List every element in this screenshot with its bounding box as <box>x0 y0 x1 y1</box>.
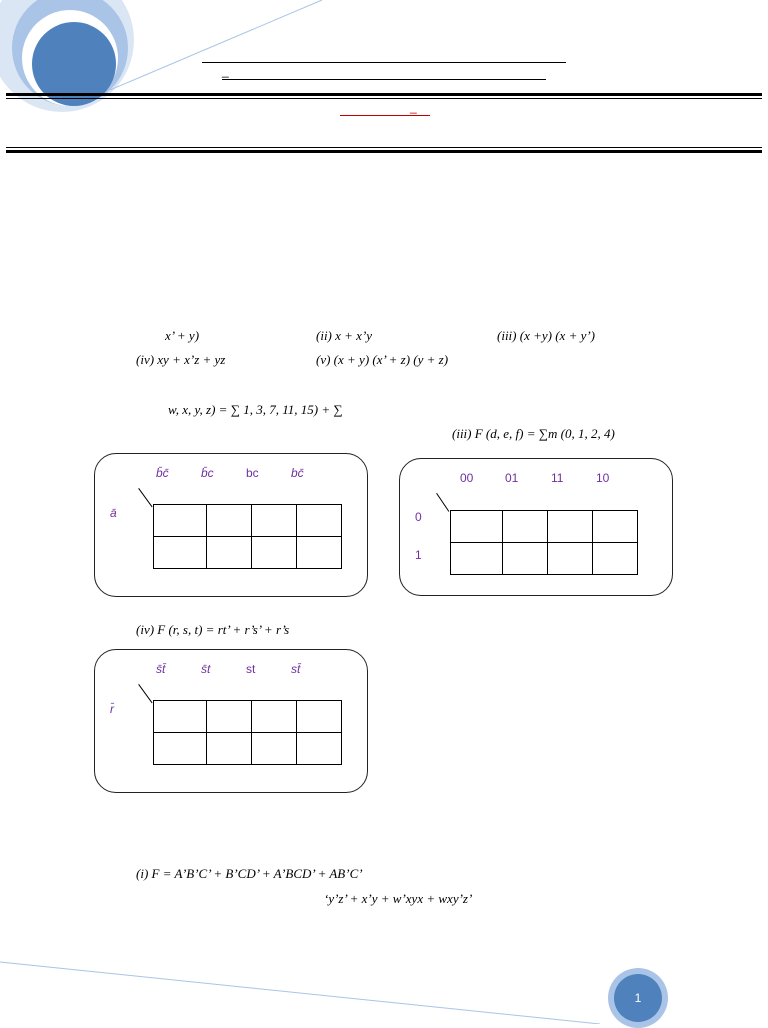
expression-abcd: (i) F = A’B’C’ + B’CD’ + A’BCD’ + AB’C’ <box>136 866 363 881</box>
kmap-cell <box>154 701 207 733</box>
header-thick-rule-1 <box>6 93 762 96</box>
kmap-cell <box>297 701 342 733</box>
kmap-cell <box>207 537 252 569</box>
kmap-cell <box>503 511 548 543</box>
kmap-cell <box>593 511 638 543</box>
expression-ii: (ii) x + x’y <box>316 328 373 343</box>
kmap-3-col-4: st̄ <box>291 662 301 676</box>
kmap-cell <box>548 511 593 543</box>
page-number-badge <box>608 968 668 1028</box>
kmap-cell <box>154 733 207 765</box>
header-thick-rule-2 <box>6 147 762 148</box>
kmap-2-row-0: 0 <box>415 510 422 524</box>
kmap-3-col-2: s̄t <box>201 662 211 676</box>
header-underline-2 <box>222 79 546 80</box>
expression-wxyz-2: ‘y’z’ + x’y + w’xyx + wxy’z’ <box>324 891 473 906</box>
kmap-3-col-3: st <box>246 662 256 676</box>
kmap-cell <box>207 505 252 537</box>
expression-iii: (iii) (x +y) (x + y’) <box>497 328 596 343</box>
kmap-cell <box>252 505 297 537</box>
kmap-2-col-2: 01 <box>505 471 519 485</box>
expression-i: x’ + y) <box>165 328 200 343</box>
kmap-cell <box>207 701 252 733</box>
kmap-cell <box>451 511 503 543</box>
kmap-cell <box>154 537 207 569</box>
kmap-cell <box>252 537 297 569</box>
kmap-cell <box>297 733 342 765</box>
kmap-1-col-4: bc̄ <box>291 466 304 480</box>
kmap-cell <box>252 733 297 765</box>
red-underline <box>340 115 430 116</box>
deco-diagonal-line <box>110 0 322 90</box>
expression-def: (iii) F (d, e, f) = ∑m (0, 1, 2, 4) <box>452 426 615 441</box>
expression-v: (v) (x + y) (x’ + z) (y + z) <box>316 352 449 367</box>
footer-diagonal-line <box>0 962 600 1024</box>
kmap-2-row-1: 1 <box>415 548 422 562</box>
kmap-1-grid <box>153 504 342 569</box>
kmap-2-col-3: 11 <box>551 471 564 485</box>
kmap-2-col-4: 10 <box>596 471 610 485</box>
kmap-cell <box>548 543 593 575</box>
kmap-cell <box>593 543 638 575</box>
kmap-1-row-label: ā <box>110 506 117 520</box>
kmap-3-grid <box>153 700 342 765</box>
header-underline-1 <box>202 62 566 63</box>
header-dash-1: _ <box>222 64 229 78</box>
kmap-2-grid <box>450 510 638 575</box>
header-thin-rule-2 <box>6 150 762 153</box>
kmap-1-col-3: bc <box>246 466 259 480</box>
kmap-cell <box>297 537 342 569</box>
page-number: 1 <box>614 974 662 1022</box>
kmap-cell <box>154 505 207 537</box>
kmap-2-col-1: 00 <box>460 471 474 485</box>
expression-wxyz: w, x, y, z) = ∑ 1, 3, 7, 11, 15) + ∑ <box>168 402 343 417</box>
kmap-3-row-label: r̄ <box>110 702 114 716</box>
kmap-cell <box>297 505 342 537</box>
expression-iv: (iv) xy + x’z + yz <box>136 352 226 367</box>
kmap-cell <box>503 543 548 575</box>
kmap-1-col-1: b̄c̄ <box>156 466 169 480</box>
expression-rst: (iv) F (r, s, t) = rt’ + r’s’ + r’s <box>136 622 290 637</box>
kmap-3-col-1: s̄t̄ <box>156 662 166 676</box>
header-thin-rule-1 <box>6 98 762 99</box>
kmap-cell <box>252 701 297 733</box>
kmap-cell <box>451 543 503 575</box>
red-dash: _ <box>410 100 417 114</box>
kmap-cell <box>207 733 252 765</box>
kmap-1-col-2: b̄c <box>201 466 214 480</box>
